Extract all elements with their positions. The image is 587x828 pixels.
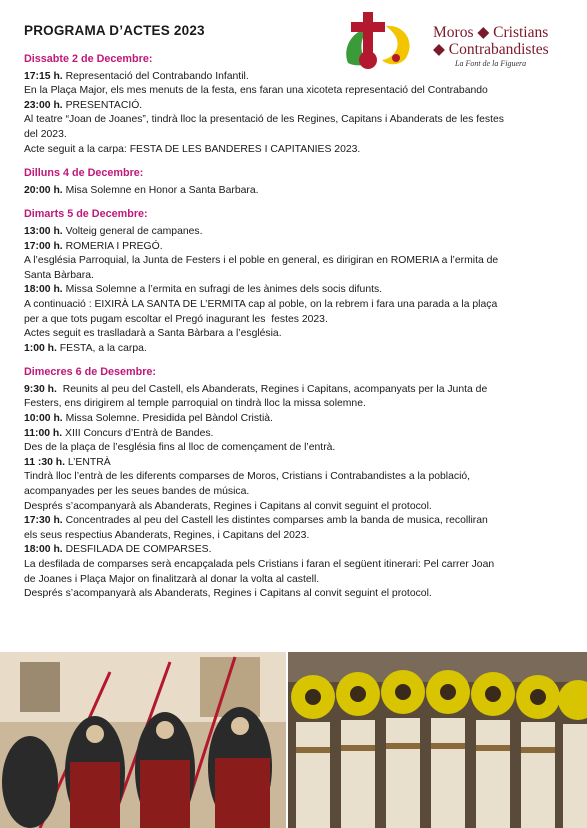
entry-time: 17:00 h. (24, 240, 63, 252)
entry-time: 17:30 h. (24, 515, 63, 527)
entry-text: de Joanes i Plaça Major on finalitzarà al donar la volta al castell. (24, 573, 320, 585)
entry-time: 11 :30 h. (24, 456, 66, 468)
logo-line-1: Moros ◆ Cristians (433, 24, 549, 41)
entry-text: A continuació : EIXIRÀ LA SANTA DE L’ERMITA cap al poble, on la rebrem i fara una parada a la plaça (24, 298, 498, 310)
entry-text: A l’església Parroquial, la Junta de Festers i el poble en general, es dirigiran en ROMERIA a l’ermita de (24, 255, 499, 267)
entry-text: Acte seguit a la carpa: FESTA DE LES BANDERES I CAPITANIES 2023. (24, 143, 361, 155)
day-heading: Dilluns 4 de Decembre: (24, 167, 144, 180)
photo-christians-parade (0, 652, 286, 828)
program-entry (24, 143, 554, 158)
entry-time: 10:00 h. (24, 413, 63, 425)
entry-text: els seus respectius Abanderats, Regines, i Capitans del 2023. (24, 529, 310, 541)
program-entry (24, 543, 554, 558)
program-entry (24, 283, 554, 298)
program-entry (24, 470, 554, 485)
entry-text: Al teatre “Joan de Joanes”, tindrà lloc la presentació de les Regines, Capitans i Abanderats de les festes (24, 114, 504, 126)
entry-text: Missa Solemne. Presidida pel Bàndol Cristià. (62, 413, 273, 425)
program-entry (24, 441, 554, 456)
entry-text: Santa Bàrbara. (24, 269, 94, 281)
program-entry (24, 383, 554, 398)
program-entry (24, 529, 554, 544)
program-entry (24, 397, 554, 412)
photo-strip (0, 652, 587, 828)
day-heading: Dimarts 5 de Decembre: (24, 208, 148, 221)
program-entry (24, 412, 554, 427)
program-entry (24, 70, 554, 85)
entry-text: DESFILADA DE COMPARSES. (62, 544, 212, 556)
entry-text: Representació del Contrabando Infantil. (62, 70, 249, 82)
day-heading: Dimecres 6 de Desembre: (24, 366, 157, 379)
entry-text: acompanyades per les seues bandes de música. (24, 486, 250, 498)
program-entry (24, 558, 554, 573)
program-entry (24, 427, 554, 442)
logo-line-2: ◆ Contrabandistes (433, 41, 549, 58)
entry-time: 1:00 h. (24, 342, 57, 354)
program-entry (24, 573, 554, 588)
entry-text: ROMERIA I PREGÓ. (62, 240, 163, 252)
entry-text: La desfilada de comparses serà encapçalada pels Cristians i faran el següent itinerari: Pel carrer Joan (24, 559, 495, 570)
entry-text: L’ENTRÀ (65, 456, 111, 468)
entry-text: Després s’acompanyarà als Abanderats, Regines i Capitans al convit seguint el protocol. (24, 588, 432, 600)
program-entry (24, 184, 554, 199)
entry-text: XIII Concurs d’Entrà de Bandes. (62, 427, 214, 439)
entry-text: Missa Solemne a l’ermita en sufragi de les ànimes dels socis difunts. (62, 284, 383, 296)
logo-subtitle: La Font de la Figuera (455, 59, 527, 68)
program-entry (24, 514, 554, 529)
program-entry (24, 254, 554, 269)
photo-moors-parade (288, 652, 587, 828)
program-entry (24, 128, 554, 143)
entry-text: Després s’acompanyarà als Abanderats, Regines i Capitans al convit seguint el protocol. (24, 500, 432, 512)
program-entry (24, 240, 554, 255)
entry-time: 11:00 h. (24, 427, 63, 439)
program-entry (24, 84, 554, 99)
entry-time: 23:00 h. (24, 99, 63, 111)
program-entry (24, 313, 554, 328)
entry-text: Actes seguit es traslladarà a Santa Bàrbara a l’església. (24, 328, 282, 340)
entry-text: Reunits al peu del Castell, els Abanderats, Regines i Capitans, acompanyats per la Junta de (56, 383, 488, 395)
entry-time: 18:00 h. (24, 284, 63, 296)
entry-text: Concentrades al peu del Castell les distintes comparses amb la banda de musica, recolliran (62, 515, 488, 527)
entry-text: En la Plaça Major, els mes menuts de la festa, ens faran una xicoteta representació del Contrabando (24, 85, 488, 97)
entry-time: 20:00 h. (24, 184, 63, 196)
program-entry (24, 225, 554, 240)
program-entry (24, 113, 554, 128)
program-entry (24, 99, 554, 114)
program-entry (24, 298, 554, 313)
day-heading: Dissabte 2 de Decembre: (24, 53, 153, 65)
program-entry (24, 456, 554, 471)
entry-text: Misa Solemne en Honor a Santa Barbara. (62, 184, 259, 196)
entry-text: per a que tots pugam escoltar el Pregó inagurant les festes 2023. (24, 313, 328, 325)
entry-text: del 2023. (24, 128, 67, 140)
entry-text: PRESENTACIÓ. (62, 99, 143, 111)
program-entry (24, 485, 554, 500)
entry-time: 9:30 h. (24, 383, 57, 395)
page-title: PROGRAMA D’ACTES 2023 (24, 23, 205, 38)
entry-time: 13:00 h. (24, 225, 63, 237)
entry-text: Festers, ens dirigirem al temple parroquial on tindrà lloc la missa solemne. (24, 398, 366, 410)
entry-time: 17:15 h. (24, 70, 63, 82)
program-entry (24, 500, 554, 515)
program-entry (24, 587, 554, 602)
program-entry (24, 342, 554, 357)
entry-time: 18:00 h. (24, 544, 63, 556)
entry-text: FESTA, a la carpa. (56, 342, 147, 354)
entry-text: Tindrà lloc l’entrà de les diferents comparses de Moros, Cristians i Contrabandistes a la població, (24, 471, 471, 483)
entry-text: Volteig general de campanes. (62, 225, 203, 237)
program-entry (24, 269, 554, 284)
program-entry (24, 327, 554, 342)
entry-text: Des de la plaça de l’església fins al lloc de començament de l’entrà. (24, 442, 336, 454)
program-content (24, 52, 554, 602)
